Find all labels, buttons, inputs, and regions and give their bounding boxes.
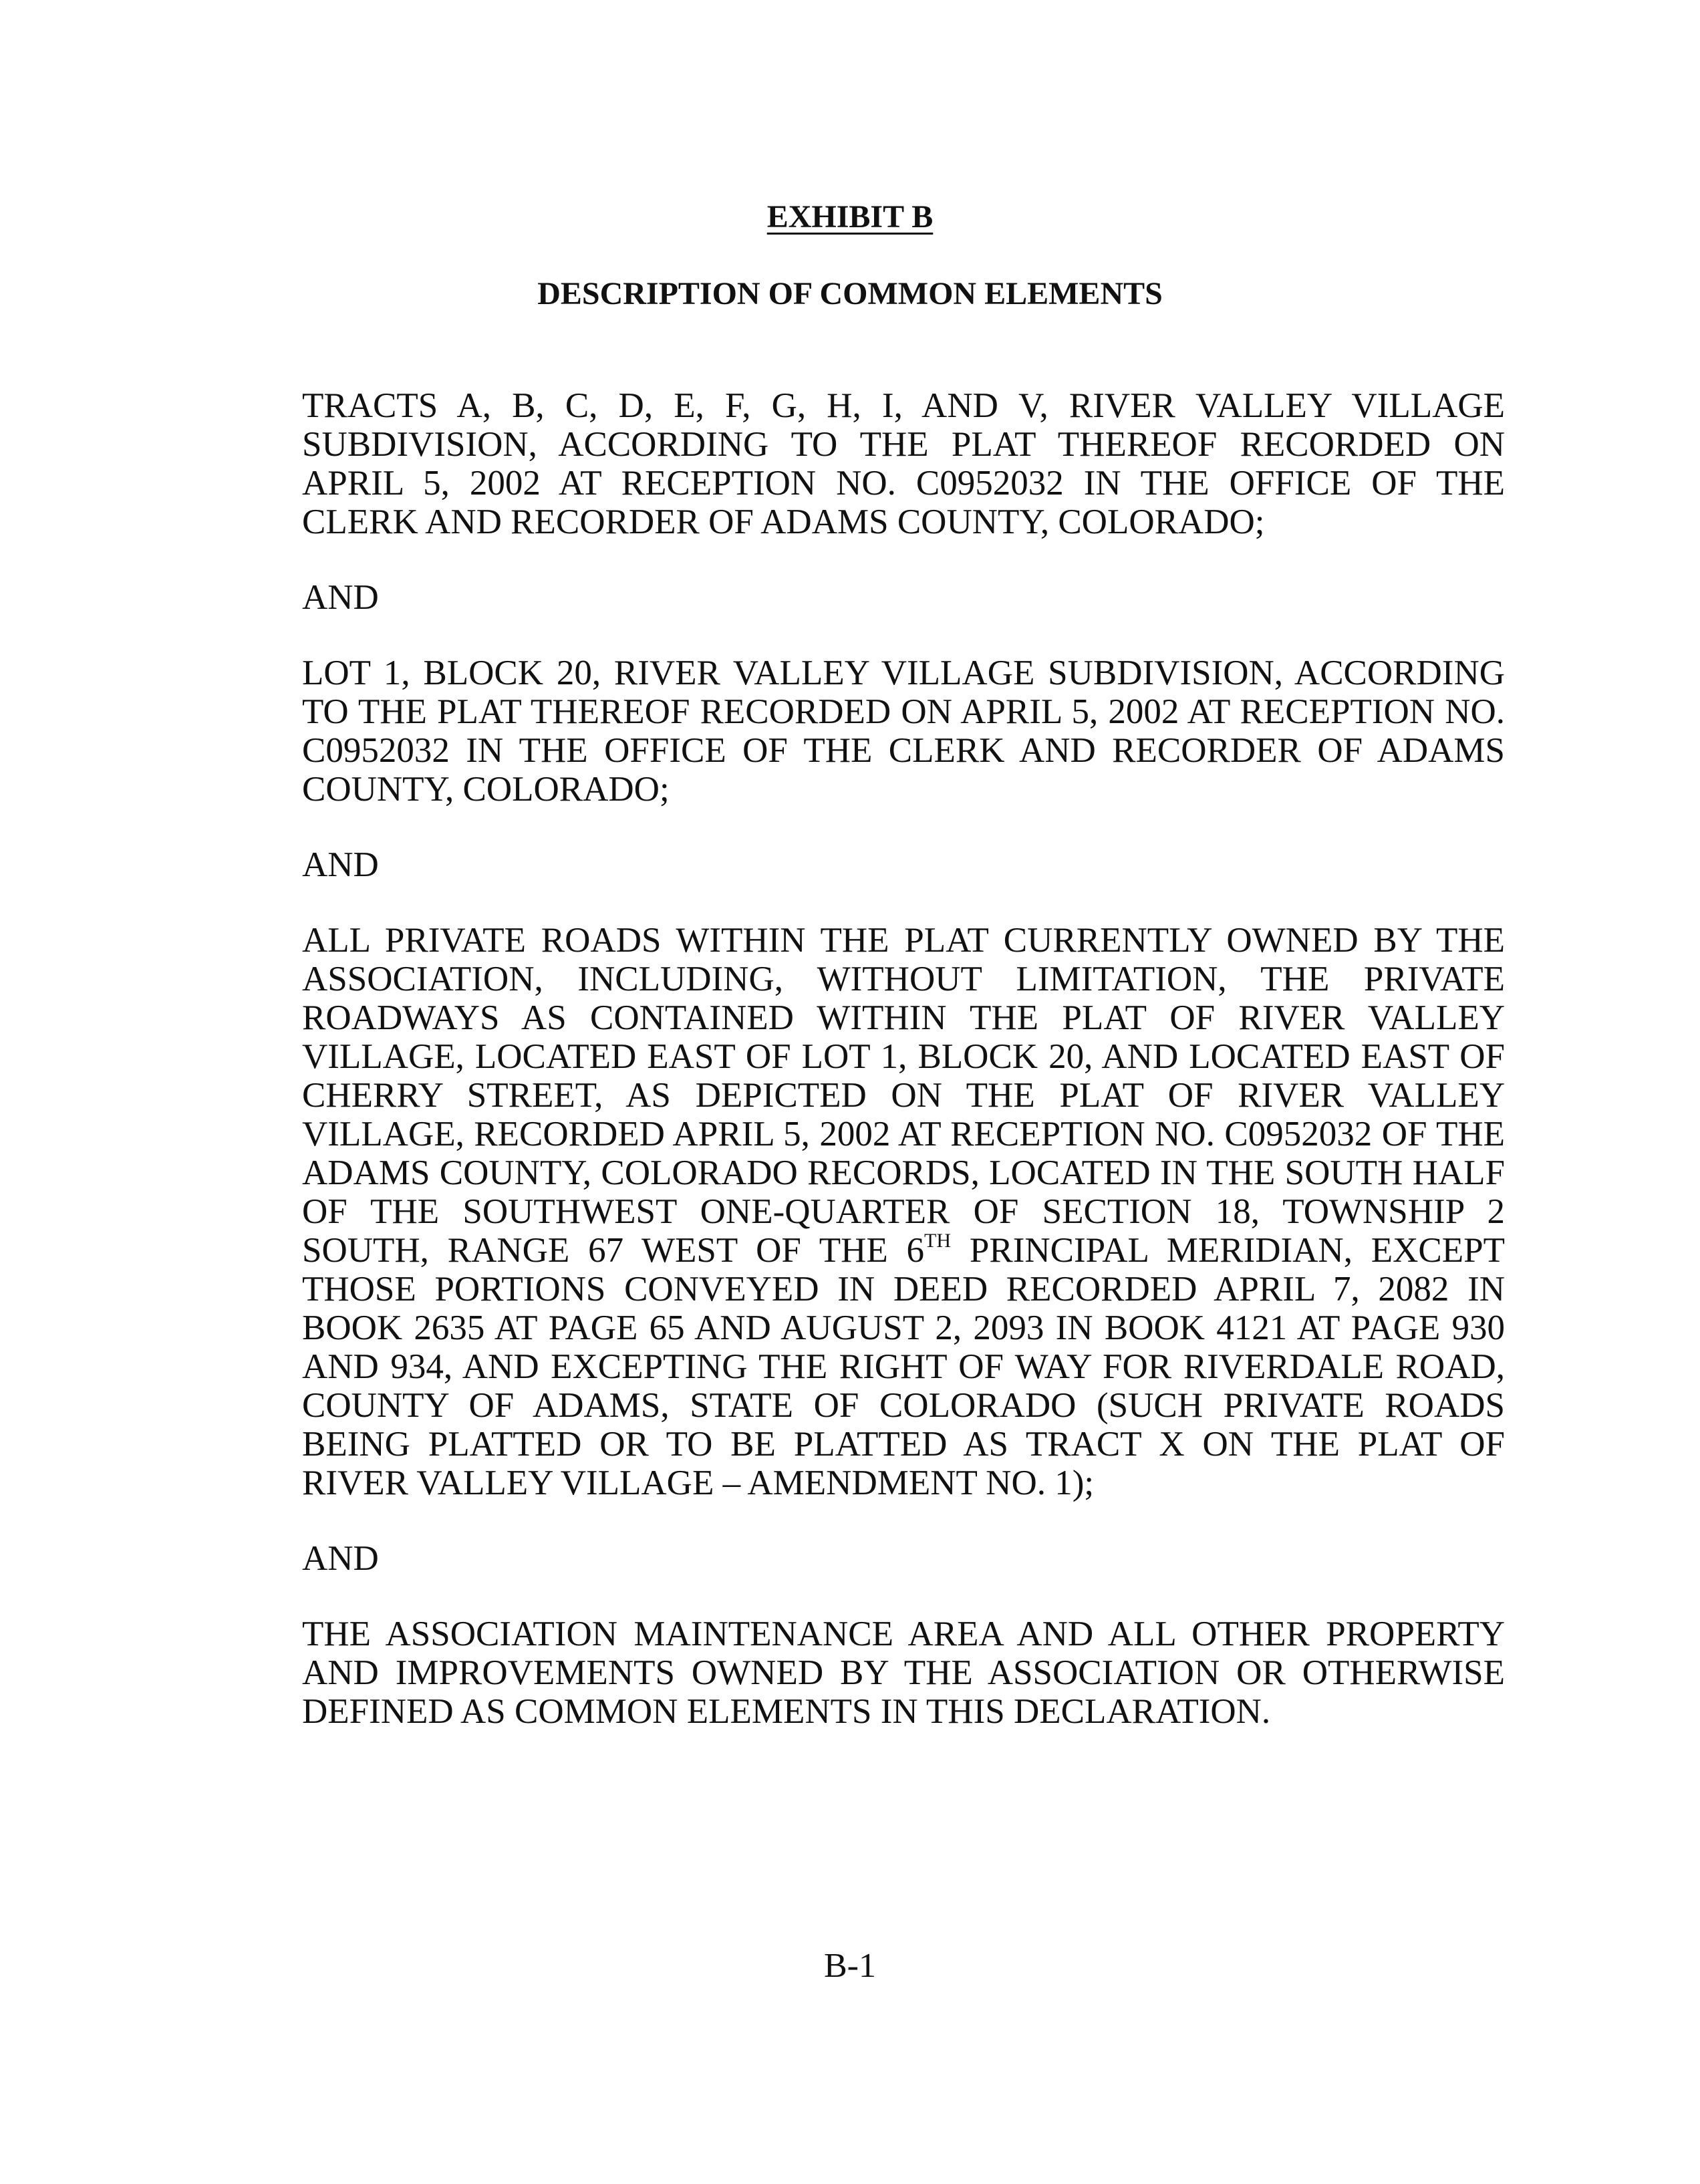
paragraph-tracts: TRACTS A, B, C, D, E, F, G, H, I, AND V, RIVER VALLEY VILLAGE SUBDIVISION, ACCORDING TO THE PLAT THEREOF RECORDED ON APRIL 5, 2002 AT RECEPTION NO. C0952032 IN THE OFFICE OF THE CLERK AND RECORDER OF ADAMS COUNTY, COLORADO; — [302, 386, 1505, 541]
roads-text-part1: ALL PRIVATE ROADS WITHIN THE PLAT CURRENTLY OWNED BY THE ASSOCIATION, INCLUDING, WITHOUT LIMITATION, THE PRIVATE ROADWAYS AS CONTAINED WITHIN THE PLAT OF RIVER VALLEY VILLAGE, LOCATED EAST OF LOT 1, BLOCK 20, AND LOCATED EAST OF CHERRY STREET, AS DEPICTED ON THE PLAT OF RIVER VALLEY VILLAGE, RECORDED APRIL 5, 2002 AT RECEPTION NO. C0952032 OF THE ADAMS COUNTY, COLORADO RECORDS, LOCATED IN THE SOUTH HALF OF THE SOUTHWEST ONE-QUARTER OF SECTION 18, TOWNSHIP 2 SOUTH, RANGE 67 WEST OF THE 6 — [302, 921, 1505, 1270]
page-number: B-1 — [824, 1947, 876, 1985]
roads-text-part2: PRINCIPAL MERIDIAN, EXCEPT THOSE PORTIONS CONVEYED IN DEED RECORDED APRIL 7, 2082 IN BOOK 2635 AT PAGE 65 AND AUGUST 2, 2093 IN BOOK 4121 AT PAGE 930 AND 934, AND EXCEPTING THE RIGHT OF WAY FOR RIVERDALE ROAD, COUNTY OF ADAMS, STATE OF COLORADO (SUCH PRIVATE ROADS BEING PLATTED OR TO BE PLATTED AS TRACT X ON THE PLAT OF RIVER VALLEY VILLAGE – AMENDMENT NO. 1); — [302, 1231, 1505, 1502]
ordinal-superscript: TH — [924, 1230, 952, 1252]
paragraph-and-2: AND — [302, 845, 379, 884]
document-subtitle: DESCRIPTION OF COMMON ELEMENTS — [537, 276, 1163, 311]
paragraph-and-1: AND — [302, 578, 379, 617]
paragraph-private-roads — [302, 921, 1505, 1502]
exhibit-title: EXHIBIT B — [766, 199, 934, 235]
paragraph-lot: LOT 1, BLOCK 20, RIVER VALLEY VILLAGE SUBDIVISION, ACCORDING TO THE PLAT THEREOF RECORDED ON APRIL 5, 2002 AT RECEPTION NO. C0952032 IN THE OFFICE OF THE CLERK AND RECORDER OF ADAMS COUNTY, COLORADO; — [302, 654, 1505, 809]
paragraph-maintenance: THE ASSOCIATION MAINTENANCE AREA AND ALL OTHER PROPERTY AND IMPROVEMENTS OWNED BY THE ASSOCIATION OR OTHERWISE DEFINED AS COMMON ELEMENTS IN THIS DECLARATION. — [302, 1615, 1505, 1731]
document-body — [302, 386, 1505, 1768]
paragraph-and-3: AND — [302, 1539, 379, 1578]
